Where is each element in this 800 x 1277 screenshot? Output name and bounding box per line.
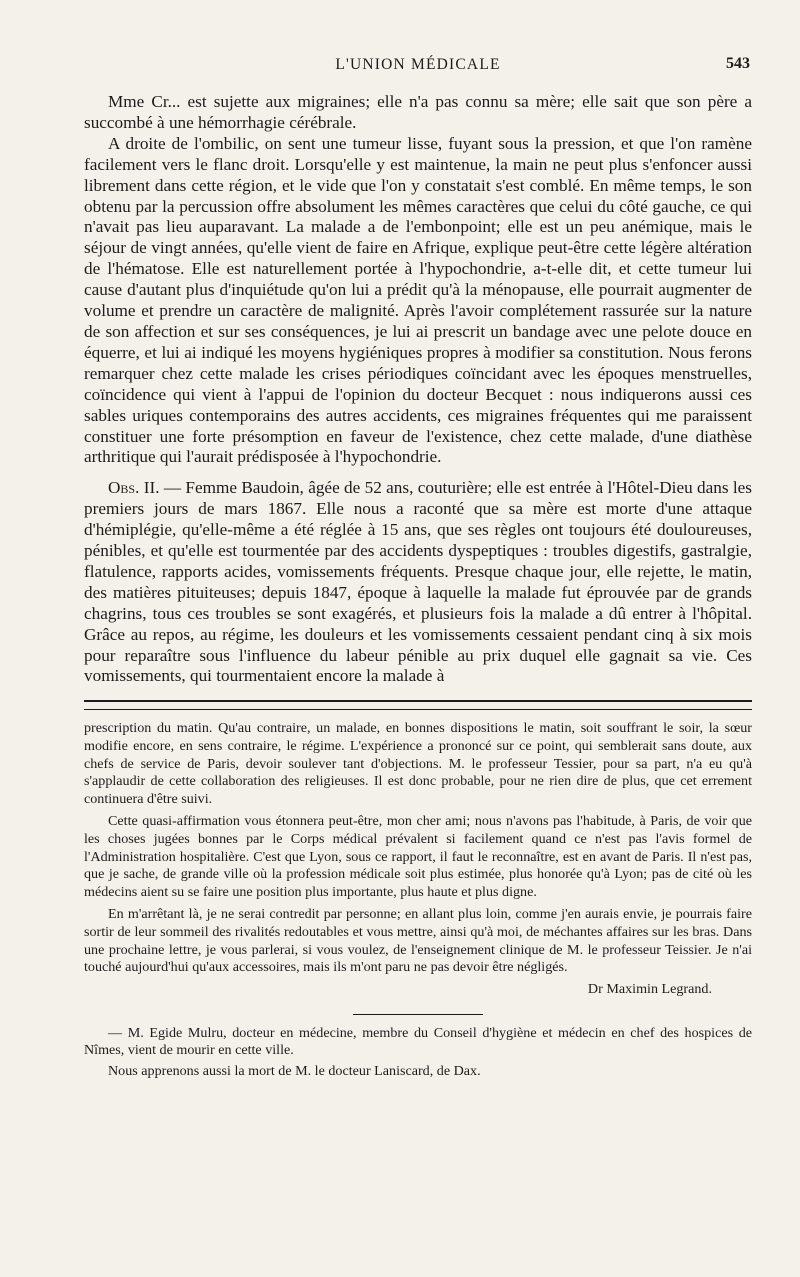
main-article [84,92,752,687]
observation-label: Obs. II. [108,478,160,498]
running-title: L'UNION MÉDICALE [335,56,501,73]
feuilleton-divider [84,700,752,710]
feuilleton-paragraph: Cette quasi-affirmation vous étonnera peut-être, mon cher ami; nous n'avons pas l'habitude, à Paris, de voir que les choses jugées bonnes par le Corps médical prévalent si facilement quand ce n'est pas l'avis formel de l'Administration hospitalière. C'est que Lyon, sous ce rapport, il faut le reconnaître, est en avant de Paris. Il n'est pas, que je sache, de grande ville où la profession médicale soit plus estimée, plus honorée qu'à Lyon; pas de cité où les médecins aient su se faire une position plus importante, plus haute et plus digne. [84,813,752,900]
news-item: — M. Egide Mulru, docteur en médecine, membre du Conseil d'hygiène et médecin en chef des hospices de Nîmes, vient de mourir en cette ville. [84,1024,752,1059]
page-header [84,52,752,82]
signature: Dr Maximin Legrand. [587,980,712,997]
observation-text: — Femme Baudoin, âgée de 52 ans, couturière; elle est entrée à l'Hôtel-Dieu dans les premiers jours de mars 1867. Elle nous a raconté que sa mère est morte d'une attaque d'hémiplégie, qu'elle-même a été réglée à 15 ans, que ses règles ont toujours été douloureuses, pénibles, et qu'elle est tourmentée par des accidents dyspeptiques : troubles digestifs, gastralgie, flatulence, rapports acides, vomissements fréquents. Presque chaque jour, elle rejette, le matin, des matières pituiteuses; depuis 1847, époque à laquelle la malade fut éprouvée par de grands chagrins, tous ces troubles se sont exagérés, et plusieurs fois la malade a dû entrer à l'hôpital. Grâce au repos, au régime, les douleurs et les vomissements cessaient pendant cinq à six mois pour reparaître sous l'influence du labeur pénible au prix duquel elle gagnait sa vie. Ces vomissements, qui tourmentaient encore la malade à [84,478,752,686]
page-number: 543 [726,55,750,72]
feuilleton-paragraph: prescription du matin. Qu'au contraire, un malade, en bonnes dispositions le matin, soit souffrant le soir, la sœur modifie encore, en sens contraire, le régime. L'expérience a prononcé sur ce point, qui semblerait sans doute, aux chefs de service de Paris, devoir soulever tant d'objections. M. le professeur Tessier, pour sa part, n'a eu qu'à s'applaudir de cette collaboration des religieuses. Il est donc probable, pour ne rien dire de plus, que cet errement continuera d'être suivi. [84,720,752,807]
news-item: Nous apprenons aussi la mort de M. le docteur Laniscard, de Dax. [108,1063,481,1080]
feuilleton-paragraph: En m'arrêtant là, je ne serai contredit par personne; en allant plus loin, comme j'en aurais envie, je pourrais faire sortir de leur sommeil des rivalités redoutables et vous mettre, ainsi qu'à moi, de méchantes affaires sur les bras. Dans une prochaine lettre, je vous parlerai, si vous voulez, de l'enseignement clinique de M. le professeur Teissier. Je n'ai touché aujourd'hui qu'aux accessoires, mais ils m'ont paru ne pas devoir être négligés. [84,906,752,976]
page [84,52,752,1084]
paragraph: A droite de l'ombilic, on sent une tumeur lisse, fuyant sous la pression, et que l'on ramène facilement vers le flanc droit. Lorsqu'elle y est maintenue, la main ne peut plus s'enfoncer aussi librement dans cette région, et le vide que l'on y constatait s'est comblé. En même temps, le son obtenu par la percussion offre absolument les mêmes caractères que celui du côté gauche, ce qui n'avait pas lieu auparavant. La malade a de l'embonpoint; elle est un peu anémique, mais le séjour de vingt années, qu'elle vient de faire en Afrique, explique peut-être cette légère altération de l'hématose. Elle est naturellement portée à l'hypochondrie, a-t-elle dit, et cette tumeur lui cause d'autant plus d'inquiétude qu'on lui a prédit qu'à la ménopause, elle pourrait augmenter de volume et prendre un caractère de malignité. Après l'avoir complétement rassurée sur la nature de son affection et sur ses conséquences, je lui ai prescrit un bandage avec une pelote douce en équerre, et lui ai indiqué les moyens hygiéniques propres à modifier sa constitution. Nous ferons remarquer chez cette malade les crises périodiques coïncidant avec les époques menstruelles, coïncidence qui vient à l'appui de l'opinion du docteur Becquet : nous indiquerons aussi ces sables uriques contemporains des autres accidents, ces migraines fréquentes qui me paraissent constituer une forte présomption en faveur de l'existence, chez cette malade, d'une diathèse arthritique qui l'aurait prédisposée à l'hypochondrie. [84,133,752,467]
section-divider [353,1014,483,1015]
observation-paragraph [84,478,752,687]
feuilleton [84,720,752,997]
news-section [84,1025,752,1081]
paragraph: Mme Cr... est sujette aux migraines; elle n'a pas connu sa mère; elle sait que son père a succombé à une hémorrhagie cérébrale. [84,92,752,132]
